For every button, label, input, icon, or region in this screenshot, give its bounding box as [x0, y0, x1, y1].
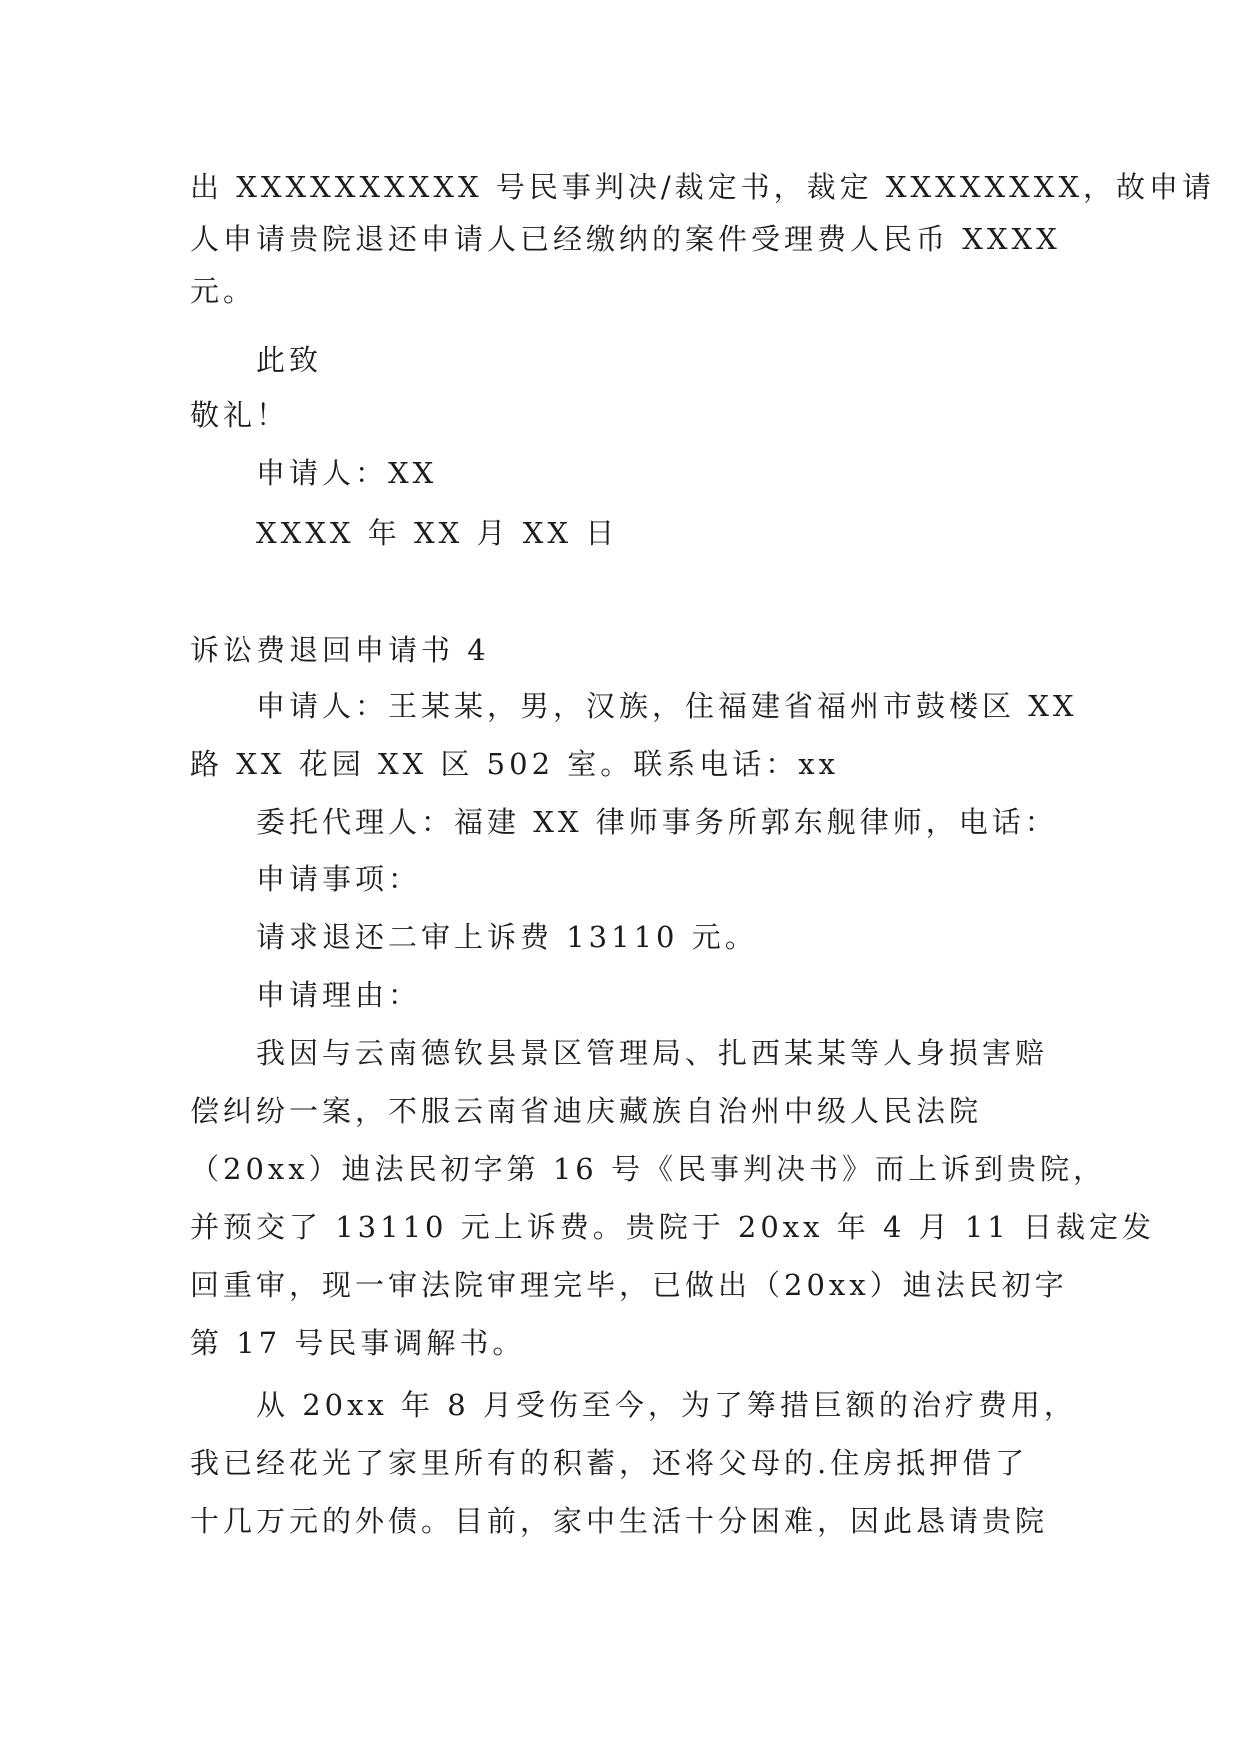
- applicant-line-1: 申请人：王某某，男，汉族，住福建省福州市鼓楼区 XX: [256, 689, 1078, 723]
- reason-heading: 申请理由：: [256, 978, 422, 1012]
- reason-para2-line-1: 从 20xx 年 8 月受伤至今，为了筹措巨额的治疗费用，: [256, 1388, 1077, 1422]
- reason-para1-line-3: （20xx）迪法民初字第 16 号《民事判决书》而上诉到贵院，: [190, 1152, 1106, 1186]
- reason-para1-line-5: 回重审，现一审法院审理完毕，已做出（20xx）迪法民初字: [190, 1268, 1068, 1302]
- salutation-cizhi: 此致: [256, 343, 323, 377]
- applicant-line-2: 路 XX 花园 XX 区 502 室。联系电话：xx: [190, 747, 839, 781]
- salutation-jingli: 敬礼！: [190, 398, 290, 432]
- section-title: 诉讼费退回申请书 4: [190, 633, 490, 667]
- reason-para1-line-6: 第 17 号民事调解书。: [190, 1326, 526, 1360]
- continuation-line-1: 出 XXXXXXXXXX 号民事判决/裁定书，裁定 XXXXXXXX，故申请: [190, 170, 1216, 204]
- matters-heading: 申请事项：: [256, 862, 422, 896]
- reason-para1-line-2: 偿纠纷一案，不服云南省迪庆藏族自治州中级人民法院: [190, 1094, 983, 1128]
- matters-text: 请求退还二审上诉费 13110 元。: [256, 920, 758, 954]
- closing-date: XXXX 年 XX 月 XX 日: [256, 516, 619, 550]
- continuation-line-2: 人申请贵院退还申请人已经缴纳的案件受理费人民币 XXXX: [190, 222, 1061, 256]
- continuation-line-3: 元。: [190, 274, 257, 308]
- reason-para2-line-2: 我已经花光了家里所有的积蓄，还将父母的.住房抵押借了: [190, 1446, 1029, 1480]
- reason-para2-line-3: 十几万元的外债。目前，家中生活十分困难，因此恳请贵院: [190, 1504, 1049, 1538]
- closing-applicant: 申请人：XX: [256, 456, 438, 490]
- reason-para1-line-4: 并预交了 13110 元上诉费。贵院于 20xx 年 4 月 11 日裁定发: [190, 1210, 1155, 1244]
- reason-para1-line-1: 我因与云南德钦县景区管理局、扎西某某等人身损害赔: [256, 1036, 1049, 1070]
- agent-line: 委托代理人：福建 XX 律师事务所郭东舰律师，电话：: [256, 805, 1058, 839]
